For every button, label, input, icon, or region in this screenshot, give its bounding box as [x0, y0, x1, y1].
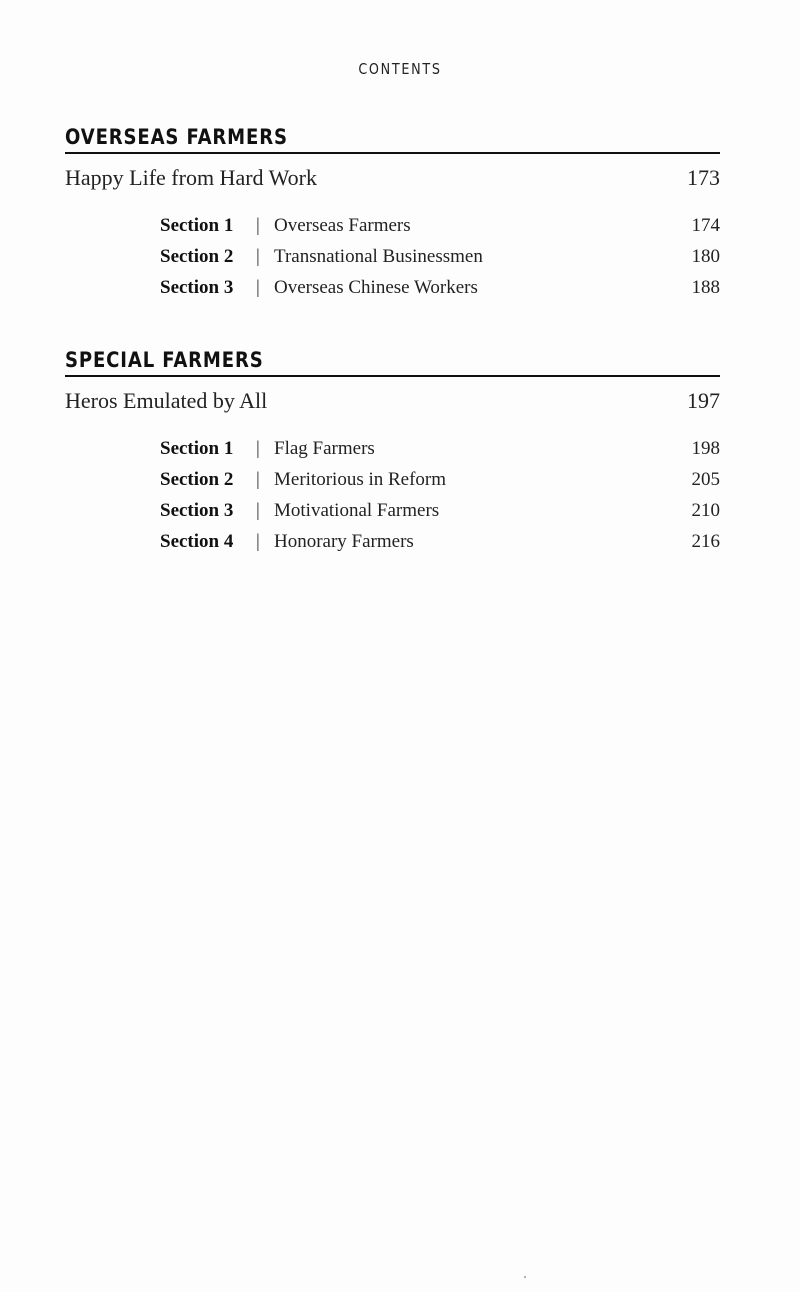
section-label: Section 2 — [160, 469, 234, 490]
section-page-number: 174 — [691, 215, 720, 236]
section-page-number: 180 — [691, 246, 720, 267]
part-divider — [65, 375, 720, 377]
part-title: SPECIAL FARMERS — [65, 348, 264, 372]
toc-section-entry[interactable] — [65, 215, 720, 246]
page-speck — [524, 1276, 526, 1278]
section-label: Section 1 — [160, 215, 234, 236]
section-label: Section 1 — [160, 438, 234, 459]
section-page-number: 205 — [691, 469, 720, 490]
toc-section-entry[interactable] — [65, 277, 720, 308]
section-separator: | — [256, 438, 260, 459]
toc-chapter-entry[interactable] — [65, 165, 720, 195]
section-page-number: 210 — [691, 500, 720, 521]
toc-part-special-farmers — [65, 347, 720, 562]
section-label: Section 2 — [160, 246, 234, 267]
part-title: OVERSEAS FARMERS — [65, 125, 288, 149]
section-label: Section 3 — [160, 500, 234, 521]
section-page-number: 198 — [691, 438, 720, 459]
chapter-title: Heros Emulated by All — [65, 388, 268, 413]
chapter-title: Happy Life from Hard Work — [65, 165, 317, 190]
section-title: Overseas Farmers — [274, 215, 411, 236]
toc-chapter-entry[interactable] — [65, 388, 720, 418]
section-separator: | — [256, 215, 260, 236]
section-title: Transnational Businessmen — [274, 246, 483, 267]
toc-section-entry[interactable] — [65, 469, 720, 500]
section-separator: | — [256, 469, 260, 490]
section-list — [65, 438, 720, 562]
section-list — [65, 215, 720, 308]
section-separator: | — [256, 246, 260, 267]
section-title: Honorary Farmers — [274, 531, 414, 552]
toc-section-entry[interactable] — [65, 531, 720, 562]
section-page-number: 188 — [691, 277, 720, 298]
chapter-page-number: 197 — [687, 388, 720, 413]
section-separator: | — [256, 531, 260, 552]
toc-section-entry[interactable] — [65, 500, 720, 531]
page-heading: CONTENTS — [358, 60, 442, 78]
toc-section-entry[interactable] — [65, 246, 720, 277]
section-label: Section 3 — [160, 277, 234, 298]
part-divider — [65, 152, 720, 154]
section-title: Overseas Chinese Workers — [274, 277, 478, 298]
section-label: Section 4 — [160, 531, 234, 552]
section-title: Meritorious in Reform — [274, 469, 447, 490]
toc-section-entry[interactable] — [65, 438, 720, 469]
section-title: Motivational Farmers — [274, 500, 440, 521]
chapter-page-number: 173 — [687, 165, 720, 190]
section-separator: | — [256, 277, 260, 298]
section-title: Flag Farmers — [274, 438, 375, 459]
section-page-number: 216 — [691, 531, 720, 552]
section-separator: | — [256, 500, 260, 521]
toc-part-overseas-farmers — [65, 124, 720, 308]
